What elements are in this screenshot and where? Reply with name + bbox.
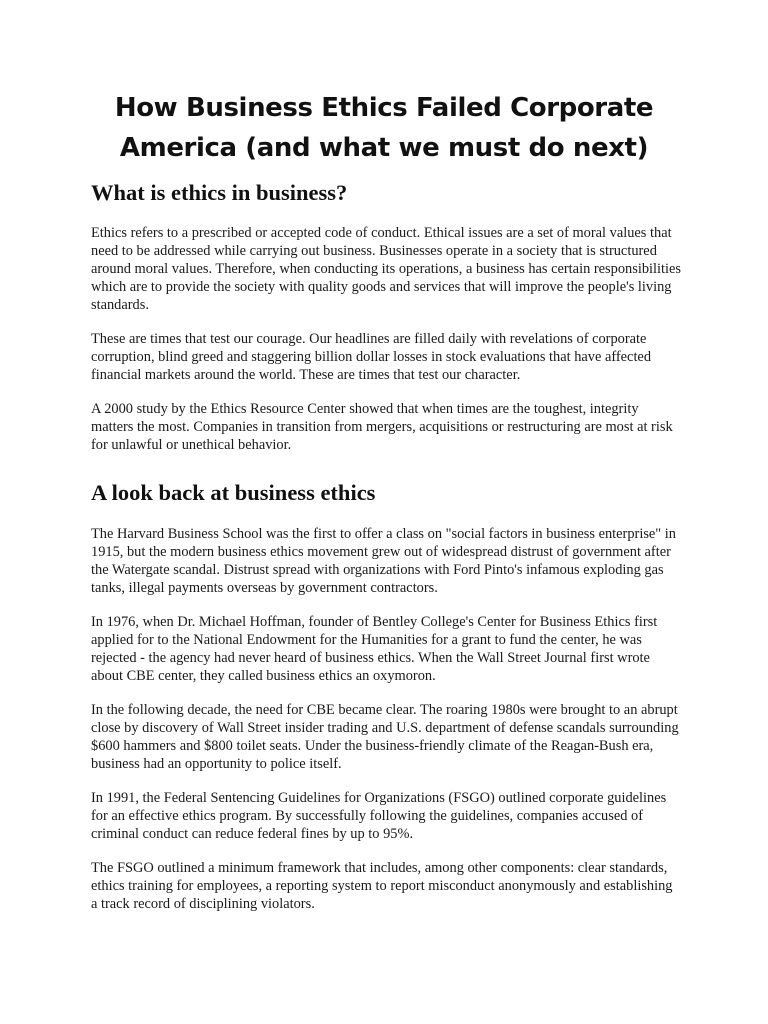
section-ethics-in-business: [91, 178, 681, 454]
paragraph: In 1976, when Dr. Michael Hoffman, founder of Bentley College's Center for Business Ethics first applied for to the National Endowment for the Humanities for a grant to fund the center, he was rejected - the agency had never heard of business ethics. When the Wall Street Journal first wrote about CBE center, they called business ethics an oxymoron.: [91, 614, 658, 684]
section-heading: What is ethics in business?: [91, 180, 348, 205]
paragraph: The Harvard Business School was the first to offer a class on "social factors in business enterprise" in 1915, but the modern business ethics movement grew out of widespread distrust of government after the Watergate scandal. Distrust spread with organizations with Ford Pinto's infamous exploding gas tanks, illegal payments overseas by government contractors.: [91, 526, 676, 596]
paragraph: In 1991, the Federal Sentencing Guidelines for Organizations (FSGO) outlined corporate guidelines for an effective ethics program. By successfully following the guidelines, companies accused of criminal conduct can reduce federal fines by up to 95%.: [91, 790, 667, 842]
paragraph: A 2000 study by the Ethics Resource Center showed that when times are the toughest, integrity matters the most. Companies in transition from mergers, acquisitions or restructuring are most at risk for unlawful or unethical behavior.: [91, 401, 673, 453]
paragraph: These are times that test our courage. Our headlines are filled daily with revelations of corporate corruption, blind greed and staggering billion dollar losses in stock evaluations that have affected financial markets around the world. These are times that test our character.: [91, 331, 652, 383]
document-body: [91, 178, 681, 929]
section-look-back: [91, 478, 681, 913]
document-title: How Business Ethics Failed Corporate America (and what we must do next): [114, 93, 654, 163]
paragraph: Ethics refers to a prescribed or accepted code of conduct. Ethical issues are a set of moral values that need to be addressed while carrying out business. Businesses operate in a society that is structured around moral values. Therefore, when conducting its operations, a business has certain responsibilities which are to provide the society with quality goods and services that will improve the people's living standards.: [91, 225, 681, 313]
paragraph: The FSGO outlined a minimum framework that includes, among other components: clear standards, ethics training for employees, a reporting system to report misconduct anonymously and establishing a track record of disciplining violators.: [91, 860, 673, 912]
section-heading: A look back at business ethics: [91, 480, 376, 505]
paragraph: In the following decade, the need for CBE became clear. The roaring 1980s were brought to an abrupt close by discovery of Wall Street insider trading and U.S. department of defense scandals surrounding $600 hammers and $800 toilet seats. Under the business-friendly climate of the Reagan-Bush era, business had an opportunity to police itself.: [91, 702, 679, 772]
